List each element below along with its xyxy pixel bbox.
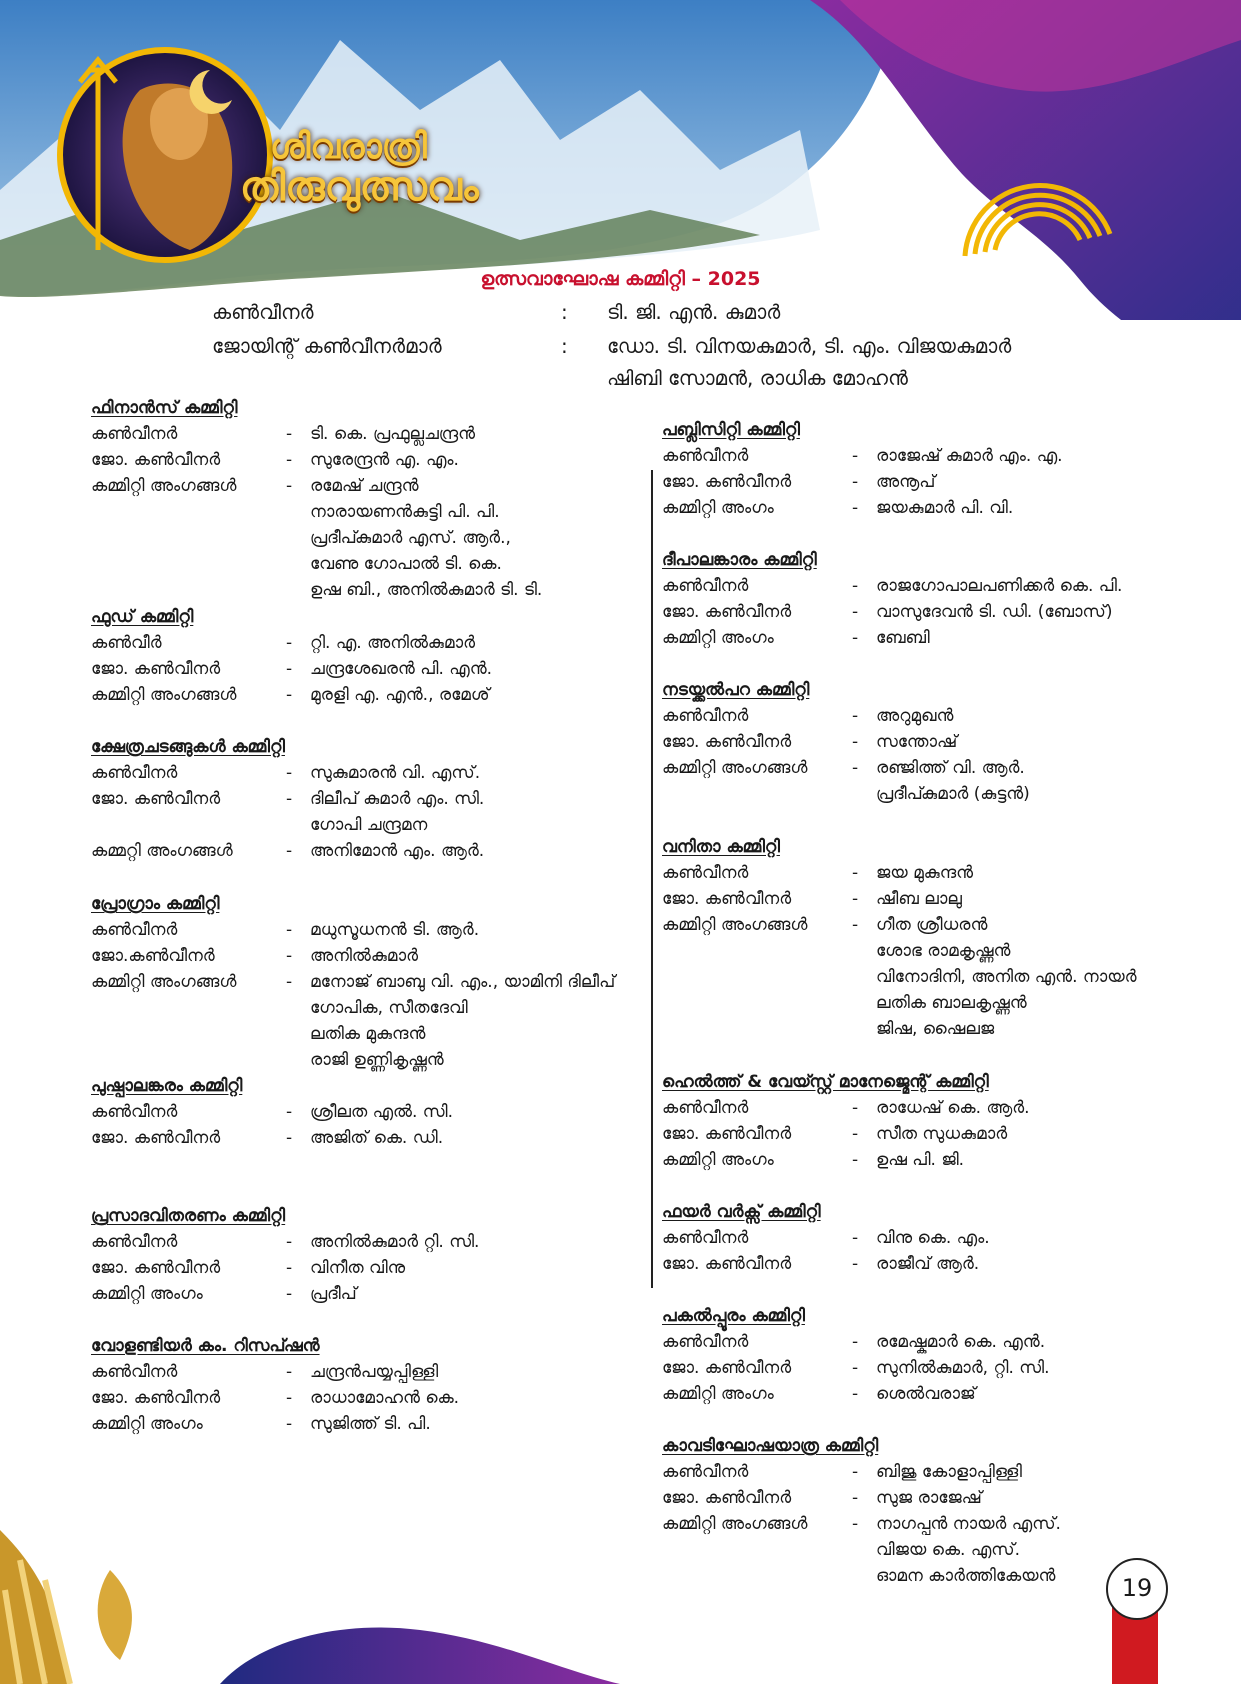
section-title: കാവടിഘോഷയാത്ര കമ്മിറ്റി xyxy=(662,1436,879,1456)
list-item xyxy=(91,1281,479,1307)
role: കമ്മിറ്റി അംഗങ്ങൾ xyxy=(91,685,237,705)
role xyxy=(91,499,286,525)
dash xyxy=(286,995,310,1021)
pakalpooram-committee xyxy=(662,1303,1050,1407)
section-title: പ്രസാദവിതരണം കമ്മിറ്റി xyxy=(91,1206,286,1226)
section-title: ഫുഡ് കമ്മിറ്റി xyxy=(91,607,194,627)
role: കമ്മിറ്റി അംഗങ്ങൾ xyxy=(662,915,808,935)
page-title: ഉത്സവാഘോഷ കമ്മിറ്റി – 2025 xyxy=(480,268,761,290)
dash: - xyxy=(852,1384,859,1404)
member: ഉഷ ബി., അനിൽകുമാർ ടി. ടി. xyxy=(310,580,543,600)
member: ഗോപി ചന്ദ്രമന xyxy=(310,815,428,835)
list-item xyxy=(91,1021,615,1047)
role: ജോ. കൺവീനർ xyxy=(91,789,221,809)
dash: - xyxy=(852,863,859,883)
member: അറുമുഖൻ xyxy=(876,706,954,726)
dash: - xyxy=(852,498,859,518)
dash: - xyxy=(286,763,293,783)
member: രാജീവ് ആർ. xyxy=(876,1254,980,1274)
dash: - xyxy=(852,1488,859,1508)
role xyxy=(662,964,852,990)
member: രാജഗോപാലപണിക്കർ കെ. പി. xyxy=(876,576,1123,596)
role: കമ്മിറ്റി അംഗങ്ങൾ xyxy=(662,758,808,778)
list-item xyxy=(91,1099,453,1125)
role xyxy=(91,525,286,551)
role: കൺവീനർ xyxy=(91,763,178,783)
member: മധുസൂധനൻ ടി. ആർ. xyxy=(310,920,480,940)
role xyxy=(662,990,852,1016)
dash: - xyxy=(852,1254,859,1274)
dash: - xyxy=(852,1124,859,1144)
member: സുരേന്ദ്രൻ എ. എം. xyxy=(310,450,459,470)
role: കൺവീനർ xyxy=(662,1462,749,1482)
member: അനിമോൻ എം. ആർ. xyxy=(310,841,485,861)
flower-decoration-committee xyxy=(91,1073,453,1151)
list-item xyxy=(91,473,542,499)
member: ഗോപിക, സീതദേവി xyxy=(310,998,468,1018)
dash: - xyxy=(852,889,859,909)
member: നാരായണൻകുട്ടി പി. പി. xyxy=(310,502,500,522)
role: കമ്മിറ്റി അംഗം xyxy=(91,1284,203,1304)
section-title: ഫയർ വർക്സ് കമ്മിറ്റി xyxy=(662,1202,821,1222)
role: ജോ. കൺവീനർ xyxy=(662,1358,792,1378)
fireworks-committee xyxy=(662,1199,990,1277)
dash xyxy=(852,1016,876,1042)
dash: - xyxy=(286,476,293,496)
dash: - xyxy=(286,450,293,470)
member: മനോജ് ബാബു വി. എം., യാമിനി ദിലീപ് xyxy=(310,972,616,992)
role: കൺവീനർ xyxy=(662,706,749,726)
role: കൺവീനർ xyxy=(662,863,749,883)
logo-line2: തിരുവുത്സവം xyxy=(240,162,479,210)
role: കൺവീനർ xyxy=(91,920,178,940)
role xyxy=(91,577,286,603)
member: പ്രദീപ് xyxy=(310,1284,357,1304)
dash xyxy=(286,812,310,838)
section-title: പുഷ്പാലങ്കരം കമ്മിറ്റി xyxy=(91,1076,243,1096)
member: മുരളി എ. എൻ., രമേശ് xyxy=(310,685,490,705)
dash: - xyxy=(286,789,293,809)
role: കൺവീനർ xyxy=(91,1362,178,1382)
dash: - xyxy=(286,841,293,861)
festival-logo-text xyxy=(240,127,479,210)
member: രാധാമോഹൻ കെ. xyxy=(310,1388,460,1408)
member: ശ്രീലത എൽ. സി. xyxy=(310,1102,453,1122)
role xyxy=(91,551,286,577)
list-item xyxy=(91,630,492,656)
dash: - xyxy=(852,576,859,596)
role: ജോ. കൺവീനർ xyxy=(91,1128,221,1148)
list-item xyxy=(662,781,1030,807)
member: ബേബി xyxy=(876,628,930,648)
list-item xyxy=(91,1229,479,1255)
role: കൺവീനർ xyxy=(662,1332,749,1352)
section-title: ക്ഷേത്രചടങ്ങുകൾ കമ്മിറ്റി xyxy=(91,737,285,757)
list-item xyxy=(662,1095,1030,1121)
dash: - xyxy=(852,706,859,726)
dash: - xyxy=(852,1332,859,1352)
member: വിനീത വിനു xyxy=(310,1258,406,1278)
dash: - xyxy=(852,1514,859,1534)
list-item xyxy=(662,1121,1030,1147)
role xyxy=(662,781,852,807)
list-item xyxy=(662,599,1122,625)
dash: - xyxy=(852,1098,859,1118)
role: കൺവീനർ xyxy=(662,446,749,466)
role: ജോ. കൺവീനർ xyxy=(662,1254,792,1274)
list-item xyxy=(662,1459,1061,1485)
member: ജയകുമാർ പി. വി. xyxy=(876,498,1014,518)
role: കമ്മിറ്റി അംഗങ്ങൾ xyxy=(662,1514,808,1534)
dash: - xyxy=(286,659,293,679)
member: ചന്ദ്രൻപയ്യപ്പിള്ളി xyxy=(310,1362,439,1382)
list-item xyxy=(91,760,484,786)
member: ഗീത ശ്രീധരൻ xyxy=(876,915,988,935)
list-item xyxy=(662,443,1063,469)
joint-convener-role: ജോയിന്റ് കൺവീനർമാർ xyxy=(212,334,442,358)
joint-convener-value-2: ഷിബി സോമൻ, രാധിക മോഹൻ xyxy=(607,366,908,390)
member: ടി. കെ. പ്രഫുല്ലചന്ദ്രൻ xyxy=(310,424,476,444)
list-item xyxy=(662,625,1122,651)
role: കൺവീനർ xyxy=(91,1232,178,1252)
list-item xyxy=(662,1016,1137,1042)
list-item xyxy=(662,495,1063,521)
food-committee xyxy=(91,604,492,708)
dash: - xyxy=(852,1150,859,1170)
list-item xyxy=(91,838,484,864)
section-title: ഹെൽത്ത് & വേയ്സ്റ്റ് മാനേജ്മെന്റ് കമ്മിറ്റി xyxy=(662,1072,989,1092)
volunteer-reception-committee xyxy=(91,1333,459,1437)
role: ജോ.കൺവീനർ xyxy=(91,946,215,966)
list-item xyxy=(91,1385,459,1411)
list-item xyxy=(662,860,1137,886)
dash: - xyxy=(852,602,859,622)
footer-artwork xyxy=(0,1500,1241,1684)
member: വേണു ഗോപാൽ ടി. കെ. xyxy=(310,554,502,574)
dash: - xyxy=(852,1228,859,1248)
column-divider xyxy=(651,470,653,1288)
member: സുകുമാരൻ വി. എസ്. xyxy=(310,763,481,783)
list-item xyxy=(662,964,1137,990)
dash: - xyxy=(286,424,293,444)
member: ലതിക ബാലകൃഷ്ണൻ xyxy=(876,993,1027,1013)
member: വിനു കെ. എം. xyxy=(876,1228,990,1248)
role: ജോ. കൺവീനർ xyxy=(662,1488,792,1508)
finance-committee xyxy=(91,395,542,603)
convener-value: ടി. ജി. എൻ. കുമാർ xyxy=(607,300,781,324)
list-item xyxy=(662,1381,1050,1407)
member: പ്രദീപ്കുമാർ എസ്. ആർ., xyxy=(310,528,511,548)
dash: - xyxy=(286,685,293,705)
member: പ്രദീപ്കുമാർ (കുട്ടൻ) xyxy=(876,784,1030,804)
list-item xyxy=(662,912,1137,938)
dash xyxy=(286,551,310,577)
role: കൺവീനർ xyxy=(91,1102,178,1122)
women-committee xyxy=(662,834,1137,1042)
list-item xyxy=(662,1329,1050,1355)
role: ജോ. കൺവീനർ xyxy=(662,472,792,492)
joint-convener-sep: : xyxy=(561,334,568,358)
temple-rituals-committee xyxy=(91,734,484,864)
role xyxy=(91,1021,286,1047)
page-number: 19 xyxy=(1106,1558,1168,1620)
dash xyxy=(286,577,310,603)
member: വിജയ കെ. എസ്. xyxy=(876,1540,1021,1560)
dash xyxy=(852,990,876,1016)
list-item xyxy=(91,1047,615,1073)
member: വിനോദിനി, അനിത എൻ. നായർ xyxy=(876,967,1137,987)
role xyxy=(91,995,286,1021)
member: ബിജു കോളാപ്പിള്ളി xyxy=(876,1462,1022,1482)
member: ശോഭ രാമകൃഷ്ണൻ xyxy=(876,941,1011,961)
section-title: ദീപാലങ്കാരം കമ്മിറ്റി xyxy=(662,550,817,570)
member: രാധേഷ് കെ. ആർ. xyxy=(876,1098,1030,1118)
dash xyxy=(286,1021,310,1047)
list-item xyxy=(662,886,1137,912)
logo-line1: ശിവരാത്രി xyxy=(270,127,427,167)
list-item xyxy=(662,938,1137,964)
list-item xyxy=(91,656,492,682)
member: രമേഷ് ചന്ദ്രൻ xyxy=(310,476,419,496)
list-item xyxy=(91,943,615,969)
dash: - xyxy=(286,1258,293,1278)
dash: - xyxy=(852,472,859,492)
list-item xyxy=(91,812,484,838)
member: രഞ്ജിത്ത് വി. ആർ. xyxy=(876,758,1025,778)
member: അനിൽകുമാർ റ്റി. സി. xyxy=(310,1232,480,1252)
list-item xyxy=(662,1147,1030,1173)
role: കൺവീനർ xyxy=(662,576,749,596)
list-item xyxy=(91,499,542,525)
role: കമ്മിറ്റി അംഗം xyxy=(91,1414,203,1434)
dash: - xyxy=(852,915,859,935)
role xyxy=(91,1047,286,1073)
member: വാസുദേവൻ ടി. ഡി. (ബോസ്) xyxy=(876,602,1113,622)
role: കൺവീനർ xyxy=(662,1228,749,1248)
list-item xyxy=(662,990,1137,1016)
joint-convener-value: ഡോ. ടി. വിനയകുമാർ, ടി. എം. വിജയകുമാർ xyxy=(607,334,1012,358)
role: കൺവീർ xyxy=(91,633,162,653)
role: കമ്മിറ്റി അംഗം xyxy=(662,1384,774,1404)
dash: - xyxy=(852,446,859,466)
section-title: വോളണ്ടിയർ കം. റിസപ്ഷൻ xyxy=(91,1336,320,1356)
role: ജോ. കൺവീനർ xyxy=(91,1388,221,1408)
list-item xyxy=(91,551,542,577)
dash: - xyxy=(286,1414,293,1434)
dash: - xyxy=(286,1102,293,1122)
dash: - xyxy=(286,920,293,940)
role: കമ്മിറ്റി അംഗം xyxy=(662,1150,774,1170)
dash: - xyxy=(286,946,293,966)
member: ചന്ദ്രശേഖരൻ പി. എൻ. xyxy=(310,659,493,679)
list-item xyxy=(91,917,615,943)
list-item xyxy=(662,573,1122,599)
role: ജോ. കൺവീനർ xyxy=(91,450,221,470)
role: ജോ. കൺവീനർ xyxy=(91,1258,221,1278)
dash xyxy=(852,938,876,964)
convener-role: കൺവീനർ xyxy=(212,300,314,324)
list-item xyxy=(91,682,492,708)
dash xyxy=(852,781,876,807)
member: നാഗപ്പൻ നായർ എസ്. xyxy=(876,1514,1061,1534)
dash: - xyxy=(286,633,293,653)
dash: - xyxy=(852,732,859,752)
dash: - xyxy=(286,1128,293,1148)
member: ജിഷ, ഷൈലജ xyxy=(876,1019,995,1039)
list-item xyxy=(662,729,1030,755)
publicity-committee xyxy=(662,417,1063,521)
list-item xyxy=(91,447,542,473)
role xyxy=(662,1016,852,1042)
member: സുജ രാജേഷ് xyxy=(876,1488,982,1508)
list-item xyxy=(91,421,542,447)
section-title: വനിതാ കമ്മിറ്റി xyxy=(662,837,780,857)
role: കമ്മിറ്റി അംഗങ്ങൾ xyxy=(91,972,237,992)
convener-sep: : xyxy=(561,300,568,324)
dash: - xyxy=(286,1284,293,1304)
list-item xyxy=(91,525,542,551)
lighting-committee xyxy=(662,547,1122,651)
role: കൺവീനർ xyxy=(662,1098,749,1118)
list-item xyxy=(91,969,615,995)
list-item xyxy=(662,1225,990,1251)
list-item xyxy=(91,1255,479,1281)
list-item xyxy=(662,469,1063,495)
dash xyxy=(852,964,876,990)
section-title: ഫിനാൻസ് കമ്മിറ്റി xyxy=(91,398,238,418)
member: അജിത് കെ. ഡി. xyxy=(310,1128,444,1148)
role: ജോ. കൺവീനർ xyxy=(91,659,221,679)
list-item xyxy=(662,1355,1050,1381)
dash: - xyxy=(852,1462,859,1482)
role: കമ്മറ്റി അംഗങ്ങൾ xyxy=(91,841,233,861)
list-item xyxy=(662,703,1030,729)
dash: - xyxy=(286,972,293,992)
section-title: പകൽപ്പൂരം കമ്മിറ്റി xyxy=(662,1306,805,1326)
role: ജോ. കൺവീനർ xyxy=(662,1124,792,1144)
member: ജയ മുകുന്ദൻ xyxy=(876,863,974,883)
member: അനൂപ് xyxy=(876,472,936,492)
list-item xyxy=(91,577,542,603)
member: റ്റി. എ. അനിൽകുമാർ xyxy=(310,633,476,653)
member: രാജേഷ് കുമാർ എം. എ. xyxy=(876,446,1063,466)
dash xyxy=(286,525,310,551)
member: ശെൽവരാജ് xyxy=(876,1384,976,1404)
dash: - xyxy=(286,1362,293,1382)
nadakkalpara-committee xyxy=(662,677,1030,807)
member: രമേഷ്കുമാർ കെ. എൻ. xyxy=(876,1332,1046,1352)
role: ജോ. കൺവീനർ xyxy=(662,602,792,622)
list-item xyxy=(662,1251,990,1277)
health-waste-committee xyxy=(662,1069,1030,1173)
role: ജോ. കൺവീനർ xyxy=(662,732,792,752)
member: ഉഷ പി. ജി. xyxy=(876,1150,965,1170)
member: സുനിൽകുമാർ, റ്റി. സി. xyxy=(876,1358,1050,1378)
dash xyxy=(286,499,310,525)
list-item xyxy=(662,755,1030,781)
role xyxy=(91,812,286,838)
program-committee xyxy=(91,891,615,1073)
list-item xyxy=(91,995,615,1021)
section-title: നടയ്ക്കൽപറ കമ്മിറ്റി xyxy=(662,680,810,700)
role: ജോ. കൺവീനർ xyxy=(662,889,792,909)
member: സുജിത്ത് ടി. പി. xyxy=(310,1414,431,1434)
section-title: പബ്ലിസിറ്റി കമ്മിറ്റി xyxy=(662,420,800,440)
dash: - xyxy=(852,628,859,648)
role: കൺവീനർ xyxy=(91,424,178,444)
role xyxy=(662,938,852,964)
member: ദിലീപ് കുമാർ എം. സി. xyxy=(310,789,485,809)
role: കമ്മിറ്റി അംഗം xyxy=(662,628,774,648)
dash: - xyxy=(852,1358,859,1378)
list-item xyxy=(91,786,484,812)
member: രാജി ഉണ്ണികൃഷ്ണൻ xyxy=(310,1050,444,1070)
list-item xyxy=(91,1411,459,1437)
member: സീത സുധകുമാർ xyxy=(876,1124,1008,1144)
member: ഓമന കാർത്തികേയൻ xyxy=(876,1566,1056,1586)
role: കമ്മിറ്റി അംഗങ്ങൾ xyxy=(91,476,237,496)
member: സന്തോഷ് xyxy=(876,732,958,752)
list-item xyxy=(91,1359,459,1385)
dash: - xyxy=(286,1232,293,1252)
prasadam-distribution-committee xyxy=(91,1203,479,1307)
section-title: പ്രോഗ്രാം കമ്മിറ്റി xyxy=(91,894,220,914)
list-item xyxy=(91,1125,453,1151)
dash: - xyxy=(852,758,859,778)
member: അനിൽകുമാർ xyxy=(310,946,418,966)
dash xyxy=(286,1047,310,1073)
role: കമ്മിറ്റി അംഗം xyxy=(662,498,774,518)
member: ഷീബ ലാലു xyxy=(876,889,962,909)
dash: - xyxy=(286,1388,293,1408)
member: ലതിക മുകുന്ദൻ xyxy=(310,1024,426,1044)
